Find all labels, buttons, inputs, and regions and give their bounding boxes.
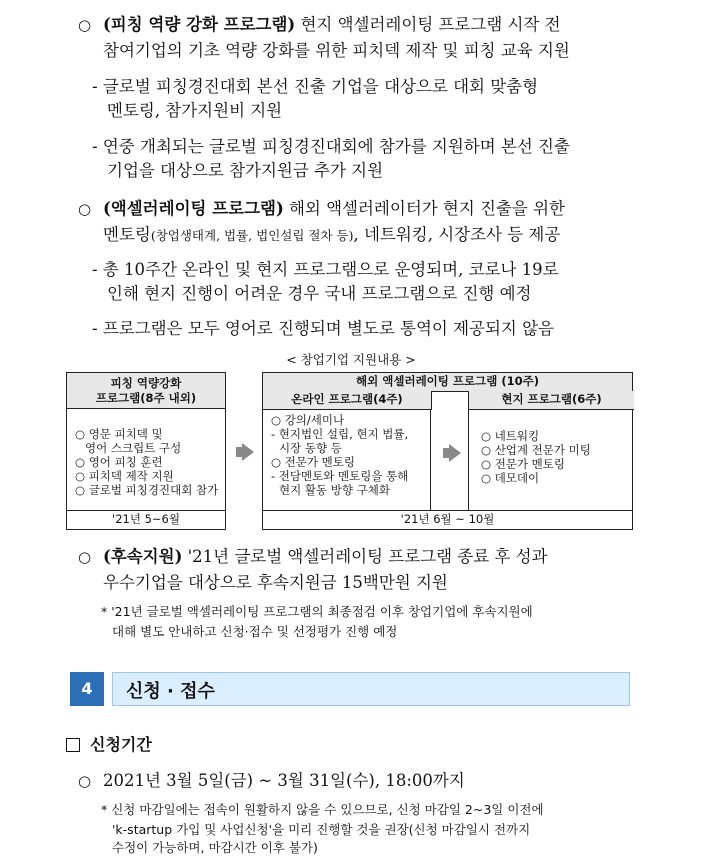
para1-sub1-line2: 멘토링, 참가지원비 지원	[107, 101, 283, 120]
para3-note-line2: 대해 별도 안내하고 신청·접수 및 선정평가 진행 예정	[112, 624, 398, 639]
para3-line1	[103, 546, 547, 568]
list-item: ○ 강의/세미나	[271, 413, 345, 427]
para2-sub1-line1: - 총 10주간 온라인 및 현지 프로그램으로 운영되며, 코로나 19로	[92, 260, 559, 279]
list-item: 시장 동향 등	[279, 441, 342, 455]
section-title: 신청 · 접수	[126, 681, 215, 702]
para3-text: '21년 글로벌 액셀러레이팅 프로그램 종료 후 성과	[182, 547, 548, 566]
pitching-program-box	[66, 372, 226, 530]
list-item: ○ 피치덱 제작 지원	[75, 469, 174, 483]
para1-line1	[103, 14, 561, 36]
para2-mentoring-detail: (창업생태계, 법률, 법인설립 절차 등)	[150, 228, 354, 243]
para2-title: (액셀러레이팅 프로그램)	[103, 199, 284, 218]
para2-sub1-line2: 인해 현지 진행이 어려운 경우 국내 프로그램으로 진행 예정	[107, 284, 532, 303]
arrow-icon	[242, 443, 254, 461]
accelerating-program-header: 해외 액셀러레이팅 프로그램 (10주)	[263, 373, 632, 392]
para3-note-line1: * '21년 글로벌 액셀러레이팅 프로그램의 최종점검 이후 창업기업에 후속지원에	[101, 604, 533, 619]
pitching-header-line2: 프로그램(8주 내외)	[95, 391, 197, 405]
bullet-mark: ○	[78, 16, 92, 34]
bullet-mark: ○	[78, 772, 92, 790]
section-number: 4	[70, 672, 104, 706]
para2-sub2: - 프로그램은 모두 영어로 진행되며 별도로 통역이 제공되지 않음	[92, 319, 554, 338]
list-item: ○ 전문가 멘토링	[481, 457, 565, 471]
list-item: - 전담멘토와 멘토링을 통해	[271, 469, 409, 483]
accelerating-period: '21년 6월 ~ 10월	[263, 510, 632, 529]
online-program-cell	[263, 409, 431, 511]
arrow-icon	[449, 444, 461, 462]
list-item: ○ 산업계 전문가 미팅	[481, 443, 591, 457]
list-item: 영어 스크립트 구성	[85, 441, 182, 455]
para1-title: (피칭 역량 강화 프로그램)	[103, 15, 296, 34]
para3-title: (후속지원)	[103, 547, 183, 566]
period-note-line3: 수정이 가능하며, 마감시간 이후 불가)	[112, 840, 318, 855]
online-program-header: 온라인 프로그램(4주)	[263, 391, 432, 410]
para1-sub1-line1: - 글로벌 피칭경진대회 본선 진출 기업을 대상으로 대회 맞춤형	[92, 77, 539, 96]
accelerating-program-box	[262, 372, 633, 530]
period-note-line1: * 신청 마감일에는 접속이 원활하지 않을 수 있으므로, 신청 마감일 2~3일 이전에	[101, 802, 544, 817]
para1-sub2-line2: 기업을 대상으로 참가지원금 추가 지원	[107, 161, 384, 180]
pitching-program-header	[67, 373, 225, 409]
para2-line2	[103, 224, 560, 247]
para1-sub2-line1: - 연중 개최되는 글로벌 피칭경진대회에 참가를 지원하며 본선 진출	[92, 137, 570, 156]
checkbox-icon	[66, 738, 80, 752]
para1-text: 현지 액셀러레이팅 프로그램 시작 전	[295, 15, 561, 34]
list-item: ○ 데모데이	[481, 471, 540, 485]
para2-mentoring-rest: , 네트워킹, 시장조사 등 제공	[353, 225, 561, 244]
para2-line1	[103, 198, 565, 220]
list-item: 현지 활동 방향 구체화	[279, 483, 390, 497]
period-heading: 신청기간	[90, 735, 152, 754]
para2-text: 해외 액셀러레이터가 현지 진출을 위한	[283, 199, 565, 218]
diagram-caption: < 창업기업 지원내용 >	[286, 352, 416, 367]
local-program-cell	[468, 409, 633, 511]
list-item: ○ 영어 피칭 훈련	[75, 455, 163, 469]
list-item: - 현지법인 설립, 현지 법률,	[271, 427, 409, 441]
para1-line2: 참여기업의 기초 역량 강화를 위한 피치덱 제작 및 피칭 교육 지원	[103, 41, 570, 60]
period-date: 2021년 3월 5일(금) ~ 3월 31일(수), 18:00까지	[103, 771, 465, 790]
period-note-line2: 'k-startup 가입 및 사업신청'을 미리 진행할 것을 권장(신청 마감일시 전까지	[112, 822, 531, 837]
pitching-period: '21년 5~6월	[67, 510, 225, 529]
bullet-mark: ○	[78, 548, 92, 566]
list-item: ○ 글로벌 피칭경진대회 참가	[75, 483, 219, 497]
list-item: ○ 네트워킹	[481, 429, 540, 443]
bullet-mark: ○	[78, 200, 92, 218]
pitching-items	[67, 409, 225, 497]
para2-mentoring: 멘토링	[103, 225, 151, 244]
pitching-header-line1: 피칭 역량강화	[110, 376, 182, 390]
local-program-header: 현지 프로그램(6주)	[468, 391, 634, 410]
list-item: ○ 영문 피치덱 및	[75, 427, 163, 441]
para3-line2: 우수기업을 대상으로 후속지원금 15백만원 지원	[103, 573, 448, 592]
list-item: ○ 전문가 멘토링	[271, 455, 355, 469]
